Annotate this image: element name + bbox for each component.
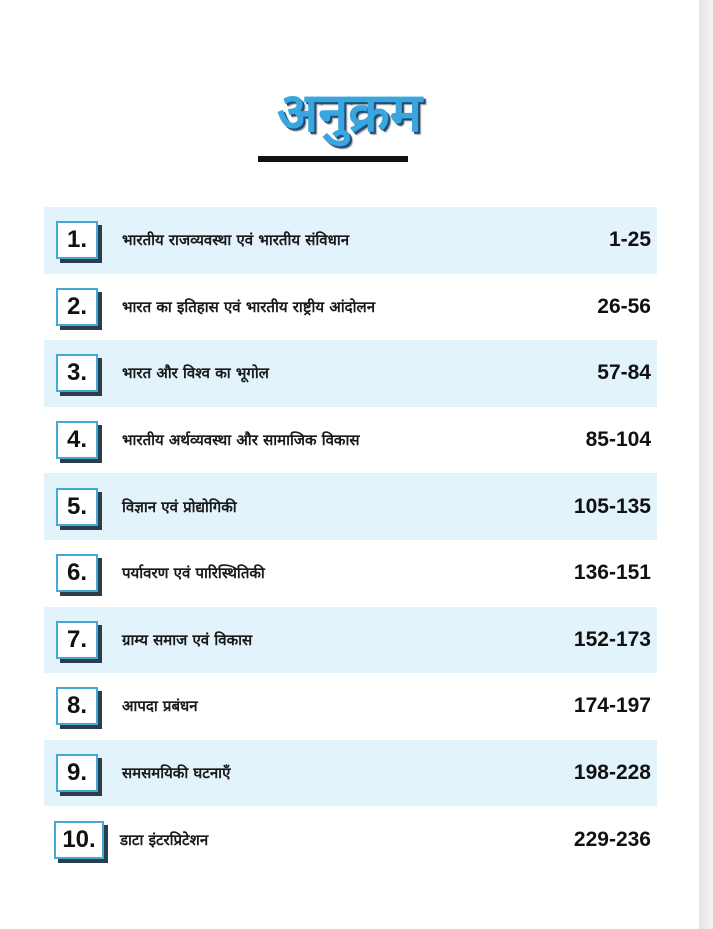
page-range: 57-84: [597, 361, 651, 385]
chapter-number: 4.: [56, 421, 98, 459]
chapter-title: ग्राम्य समाज एवं विकास: [122, 630, 253, 649]
page-range: 152-173: [573, 627, 651, 651]
chapter-number: 3.: [56, 354, 98, 392]
toc-row-6: [44, 540, 657, 607]
chapter-title: भारतीय राजव्यवस्था एवं भारतीय संविधान: [122, 231, 350, 250]
toc-row-8: [44, 673, 657, 740]
page-range: 174-197: [573, 694, 651, 718]
page-range: 136-151: [573, 561, 651, 585]
chapter-title: भारत का इतिहास एवं भारतीय राष्ट्रीय आंदोलन: [122, 297, 376, 316]
toc-row-3: [44, 340, 657, 407]
toc-row-1: [44, 207, 657, 274]
chapter-title: पर्यावरण एवं पारिस्थितिकी: [122, 564, 265, 583]
chapter-number: 7.: [56, 621, 98, 659]
page-edge: [699, 0, 713, 929]
toc-row-5: [44, 473, 657, 540]
chapter-number: 8.: [56, 687, 98, 725]
chapter-number: 6.: [56, 554, 98, 592]
page-range: 1-25: [608, 228, 651, 252]
chapter-number: 5.: [56, 488, 98, 526]
chapter-number: 9.: [56, 754, 98, 792]
page-range: 26-56: [597, 294, 651, 318]
chapter-title: समसमयिकी घटनाएँ: [122, 764, 231, 783]
page-range: 85-104: [585, 428, 651, 452]
title-underline: [258, 156, 408, 162]
toc-row-9: [44, 740, 657, 807]
toc-row-4: [44, 407, 657, 474]
toc-row-10: [44, 806, 657, 873]
page-range: 229-236: [573, 827, 651, 851]
toc-row-2: [44, 274, 657, 341]
chapter-title: भारतीय अर्थव्यवस्था और सामाजिक विकास: [122, 431, 360, 450]
table-of-contents: [44, 207, 657, 873]
chapter-number: 2.: [56, 288, 98, 326]
chapter-number: 1.: [56, 221, 98, 259]
chapter-title: डाटा इंटरप्रिटेशन: [120, 830, 209, 849]
toc-row-7: [44, 607, 657, 674]
page-range: 105-135: [573, 494, 651, 518]
chapter-number: 10.: [54, 821, 104, 859]
page-title: अनुक्रम: [277, 81, 422, 144]
chapter-title: भारत और विश्व का भूगोल: [122, 364, 269, 383]
chapter-title: आपदा प्रबंधन: [122, 697, 198, 716]
page-range: 198-228: [573, 761, 651, 785]
chapter-title: विज्ञान एवं प्रोद्योगिकी: [122, 497, 237, 516]
